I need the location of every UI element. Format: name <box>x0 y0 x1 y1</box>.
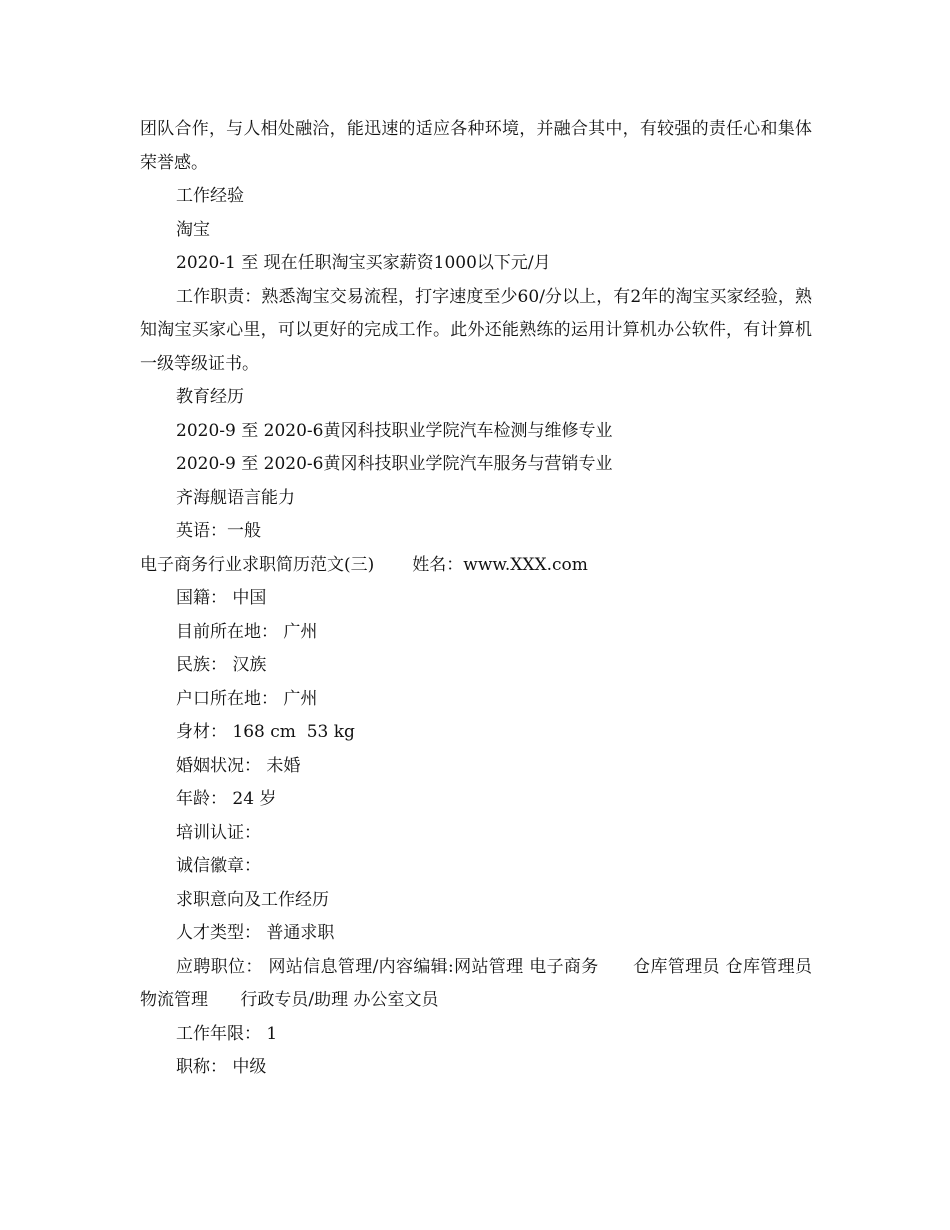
hukou-location: 户口所在地： 广州 <box>176 688 318 709</box>
language-heading: 齐海舰语言能力 <box>176 487 295 508</box>
resume-title-line <box>140 549 812 583</box>
name-field: 姓名：www.XXX.com <box>412 554 588 575</box>
job-period: 2020-1 至 现在任职淘宝买家薪资1000以下元/月 <box>176 253 551 273</box>
education-heading: 教育经历 <box>176 387 244 407</box>
current-location: 目前所在地： 广州 <box>176 621 318 642</box>
education-entry: 2020-9 至 2020-6黄冈科技职业学院汽车服务与营销专业 <box>176 454 613 474</box>
integrity-badge: 诚信徽章： <box>176 856 261 876</box>
document-body <box>140 113 818 1085</box>
job-intent-heading: 求职意向及工作经历 <box>176 889 329 910</box>
body-size: 身材： 168 cm 53 kg <box>176 722 355 742</box>
education-entry: 2020-9 至 2020-6黄冈科技职业学院汽车检测与维修专业 <box>176 420 613 441</box>
years-of-work: 工作年限： 1 <box>176 1023 278 1044</box>
resume-title: 电子商务行业求职简历范文(三) <box>140 554 375 575</box>
marital-status: 婚姻状况： 未婚 <box>176 755 301 776</box>
talent-type: 人才类型： 普通求职 <box>176 923 335 943</box>
age: 年龄： 24 岁 <box>176 789 277 809</box>
professional-title: 职称： 中级 <box>176 1057 267 1077</box>
training-certification: 培训认证： <box>176 822 261 843</box>
positions-paragraph: 应聘职位： 网站信息管理/内容编辑:网站管理 电子商务 仓库管理员 仓库管理员 物流管理 行政专员/助理 办公室文员 <box>140 956 818 1010</box>
intro-paragraph: 团队合作，与人相处融洽，能迅速的适应各种环境，并融合其中，有较强的责任心和集体荣誉感。 <box>140 119 812 173</box>
english-level: 英语：一般 <box>176 521 261 541</box>
company-name: 淘宝 <box>176 219 210 240</box>
job-duties-paragraph: 工作职责：熟悉淘宝交易流程，打字速度至少60/分以上，有2年的淘宝买家经验，熟知淘宝买家心里，可以更好的完成工作。此外还能熟练的运用计算机办公软件，有计算机一级等级证书。 <box>140 286 812 374</box>
ethnicity: 民族： 汉族 <box>176 655 267 675</box>
nationality: 国籍： 中国 <box>176 588 267 608</box>
work-experience-heading: 工作经验 <box>176 186 244 206</box>
